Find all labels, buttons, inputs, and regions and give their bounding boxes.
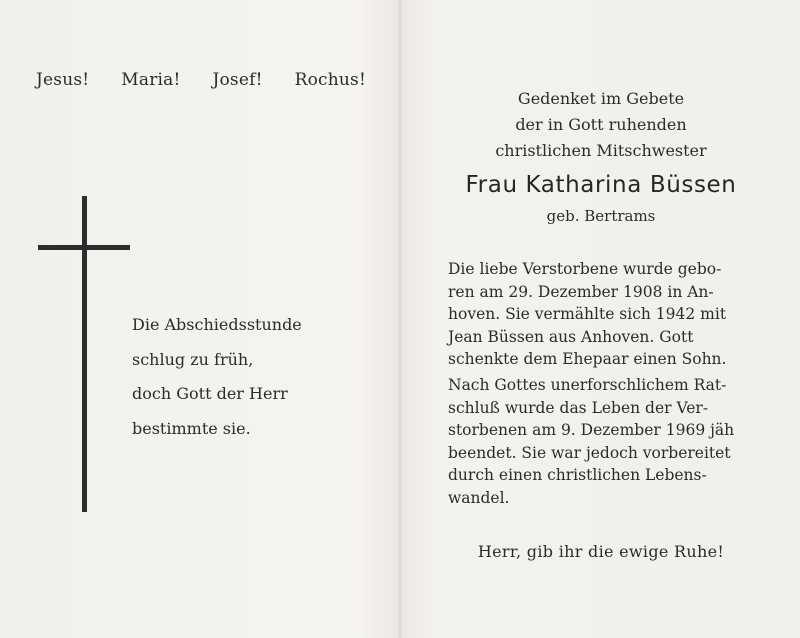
bio-line: Jean Büssen aus Anhoven. Gott — [448, 327, 694, 346]
deceased-name: Frau Katharina Büssen — [465, 172, 737, 198]
intro-line: Gedenket im Gebete — [517, 89, 685, 108]
cross-icon-crossbar — [38, 245, 130, 250]
intro-line: der in Gott ruhenden — [515, 115, 687, 134]
verse-line: schlug zu früh, — [132, 349, 254, 369]
name-rochus: Rochus! — [294, 70, 366, 90]
cross-icon — [82, 196, 87, 512]
name-josef: Josef! — [212, 70, 263, 90]
verse-line: Die Abschiedsstunde — [132, 315, 302, 334]
bio-line: wandel. — [448, 488, 510, 507]
left-panel — [0, 0, 398, 638]
bio-line: durch einen christlichen Lebens- — [448, 466, 707, 484]
closing-prayer: Herr, gib ihr die ewige Ruhe! — [477, 542, 725, 561]
bio-line: ren am 29. Dezember 1908 in An- — [448, 282, 714, 301]
holy-names — [36, 70, 366, 90]
biography-paragraph-1 — [448, 258, 768, 371]
farewell-verse — [132, 308, 372, 446]
bio-line: schenkte dem Ehepaar einen Sohn. — [448, 350, 727, 368]
bio-line: Nach Gottes unerforschlichem Rat- — [448, 376, 727, 394]
name-maria: Maria! — [121, 70, 181, 90]
name-jesus: Jesus! — [36, 70, 90, 90]
verse-line: bestimmte sie. — [132, 418, 251, 438]
maiden-name: geb. Bertrams — [546, 207, 656, 225]
bio-line: storbenen am 9. Dezember 1969 jäh — [448, 421, 735, 439]
bio-line: Die liebe Verstorbene wurde gebo- — [448, 260, 722, 278]
bio-line: beendet. Sie war jedoch vorbereitet — [448, 443, 731, 462]
biography-paragraph-2 — [448, 374, 768, 509]
bio-line: schluß wurde das Leben der Ver- — [448, 398, 709, 417]
bio-line: hoven. Sie vermählte sich 1942 mit — [448, 305, 727, 323]
right-panel — [402, 0, 800, 638]
verse-line: doch Gott der Herr — [132, 384, 288, 403]
intro-line: christlichen Mitschwester — [495, 141, 707, 160]
prayer-intro — [402, 86, 800, 164]
